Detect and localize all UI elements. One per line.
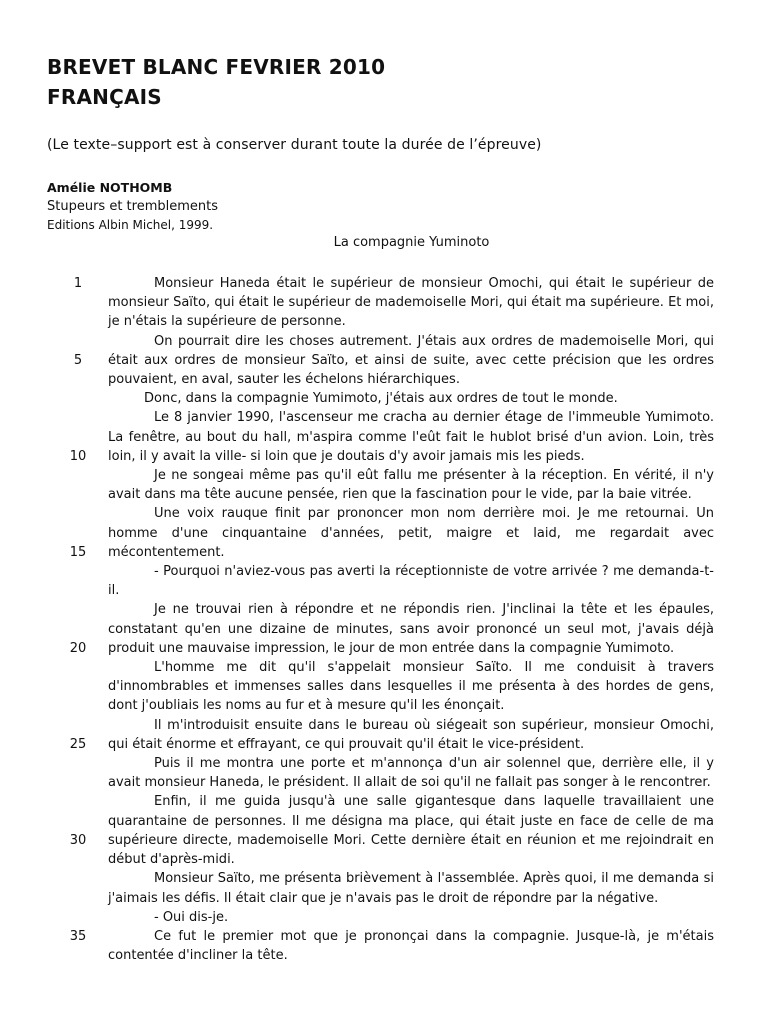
line-number: 30: [69, 832, 87, 848]
paragraph: Monsieur Saïto, me présenta brièvement à l'assemblée. Après quoi, il me demanda si j'aimais les défis. Il était clair que je n'avais pas le droit de répondre par la négative.: [108, 871, 714, 906]
text-body: [108, 274, 714, 965]
line-number: 20: [69, 640, 87, 656]
chapter-title: La compagnie Yuminoto: [333, 235, 490, 250]
paragraph: Le 8 janvier 1990, l'ascenseur me cracha au dernier étage de l'immeuble Yumimoto. La fenêtre, au bout du hall, m'aspira comme l'eût fait le hublot brisé d'un avion. Loin, très loin, il y avait la ville- si loin que je doutais d'y avoir jamais mis les pieds.: [108, 410, 714, 464]
paragraph: Enfin, il me guida jusqu'à une salle gigantesque dans laquelle travaillaient une quarantaine de personnes. Il me désigna ma place, qui était juste en face de celle de ma supérieure directe, mademoiselle Mori. Cette dernière était en réunion et me rejoindrait en début d'après-midi.: [108, 794, 714, 868]
title-block: [47, 52, 385, 112]
line-number: 10: [69, 448, 87, 464]
paragraph: On pourrait dire les choses autrement. J'étais aux ordres de mademoiselle Mori, qui était aux ordres de monsieur Saïto, et ainsi de suite, avec cette précision que les ordres pouvaient, en aval, sauter les échelons hiérarchiques.: [108, 333, 714, 388]
author-name: Amélie NOTHOMB: [47, 180, 173, 195]
paragraph: - Oui dis-je.: [154, 909, 229, 925]
paragraph: Puis il me montra une porte et m'annonça d'un air solennel que, derrière elle, il y avait monsieur Haneda, le président. Il allait de soi qu'il ne fallait pas songer à le rencontrer.: [108, 756, 714, 791]
paragraph: Ce fut le premier mot que je prononçai dans la compagnie. Jusque-là, je m'étais contentée d'incliner la tête.: [108, 928, 714, 964]
paragraph: Une voix rauque finit par prononcer mon nom derrière moi. Je me retournai. Un homme d'une cinquantaine d'années, petit, maigre et laid, me regardait avec mécontentement.: [108, 506, 714, 560]
line-number: 25: [69, 736, 87, 752]
paragraph: Je ne trouvai rien à répondre et ne répondis rien. J'inclinai la tête et les épaules, constatant qu'en une dizaine de minutes, sans avoir prononcé un seul mot, j'avais déjà produit une mauvaise impression, le jour de mon entrée dans la compagnie Yumimoto.: [108, 602, 714, 656]
line-number: 35: [69, 928, 87, 944]
edition-info: Editions Albin Michel, 1999.: [47, 218, 214, 232]
paragraph: Il m'introduisit ensuite dans le bureau où siégeait son supérieur, monsieur Omochi, qui était énorme et effrayant, ce qui prouvait qu'il était le vice-président.: [108, 717, 714, 752]
paragraph: - Pourquoi n'aviez-vous pas averti la réceptionniste de votre arrivée ? me demanda-t-il.: [108, 564, 714, 599]
paragraph: L'homme me dit qu'il s'appelait monsieur Saïto. Il me conduisit à travers d'innombrables et immenses salles dans lesquelles il me présenta à des hordes de gens, dont j'oubliais les noms au fur et à mesure qu'il les énonçait.: [108, 660, 714, 714]
source-info: [47, 178, 218, 235]
exam-title: BREVET BLANC FEVRIER 2010: [47, 55, 386, 79]
book-title: Stupeurs et tremblements: [47, 199, 219, 214]
paragraph: Je ne songeai même pas qu'il eût fallu me présenter à la réception. En vérité, il n'y avait dans ma tête aucune pensée, rien que la fascination pour le vide, par la baie vitrée.: [108, 468, 714, 503]
instruction-note: (Le texte–support est à conserver durant toute la durée de l’épreuve): [47, 137, 542, 153]
line-number: 1: [73, 276, 83, 291]
subject-title: FRANÇAIS: [47, 85, 162, 109]
line-number: 5: [73, 352, 83, 368]
paragraph: Donc, dans la compagnie Yumimoto, j'étais aux ordres de tout le monde.: [144, 391, 618, 407]
paragraph: Monsieur Haneda était le supérieur de monsieur Omochi, qui était le supérieur de monsieur Saïto, qui était le supérieur de mademoiselle Mori, qui était ma supérieure. Et moi, je n'étais la supérieure de personne.: [108, 276, 714, 330]
line-number: 15: [69, 544, 87, 560]
